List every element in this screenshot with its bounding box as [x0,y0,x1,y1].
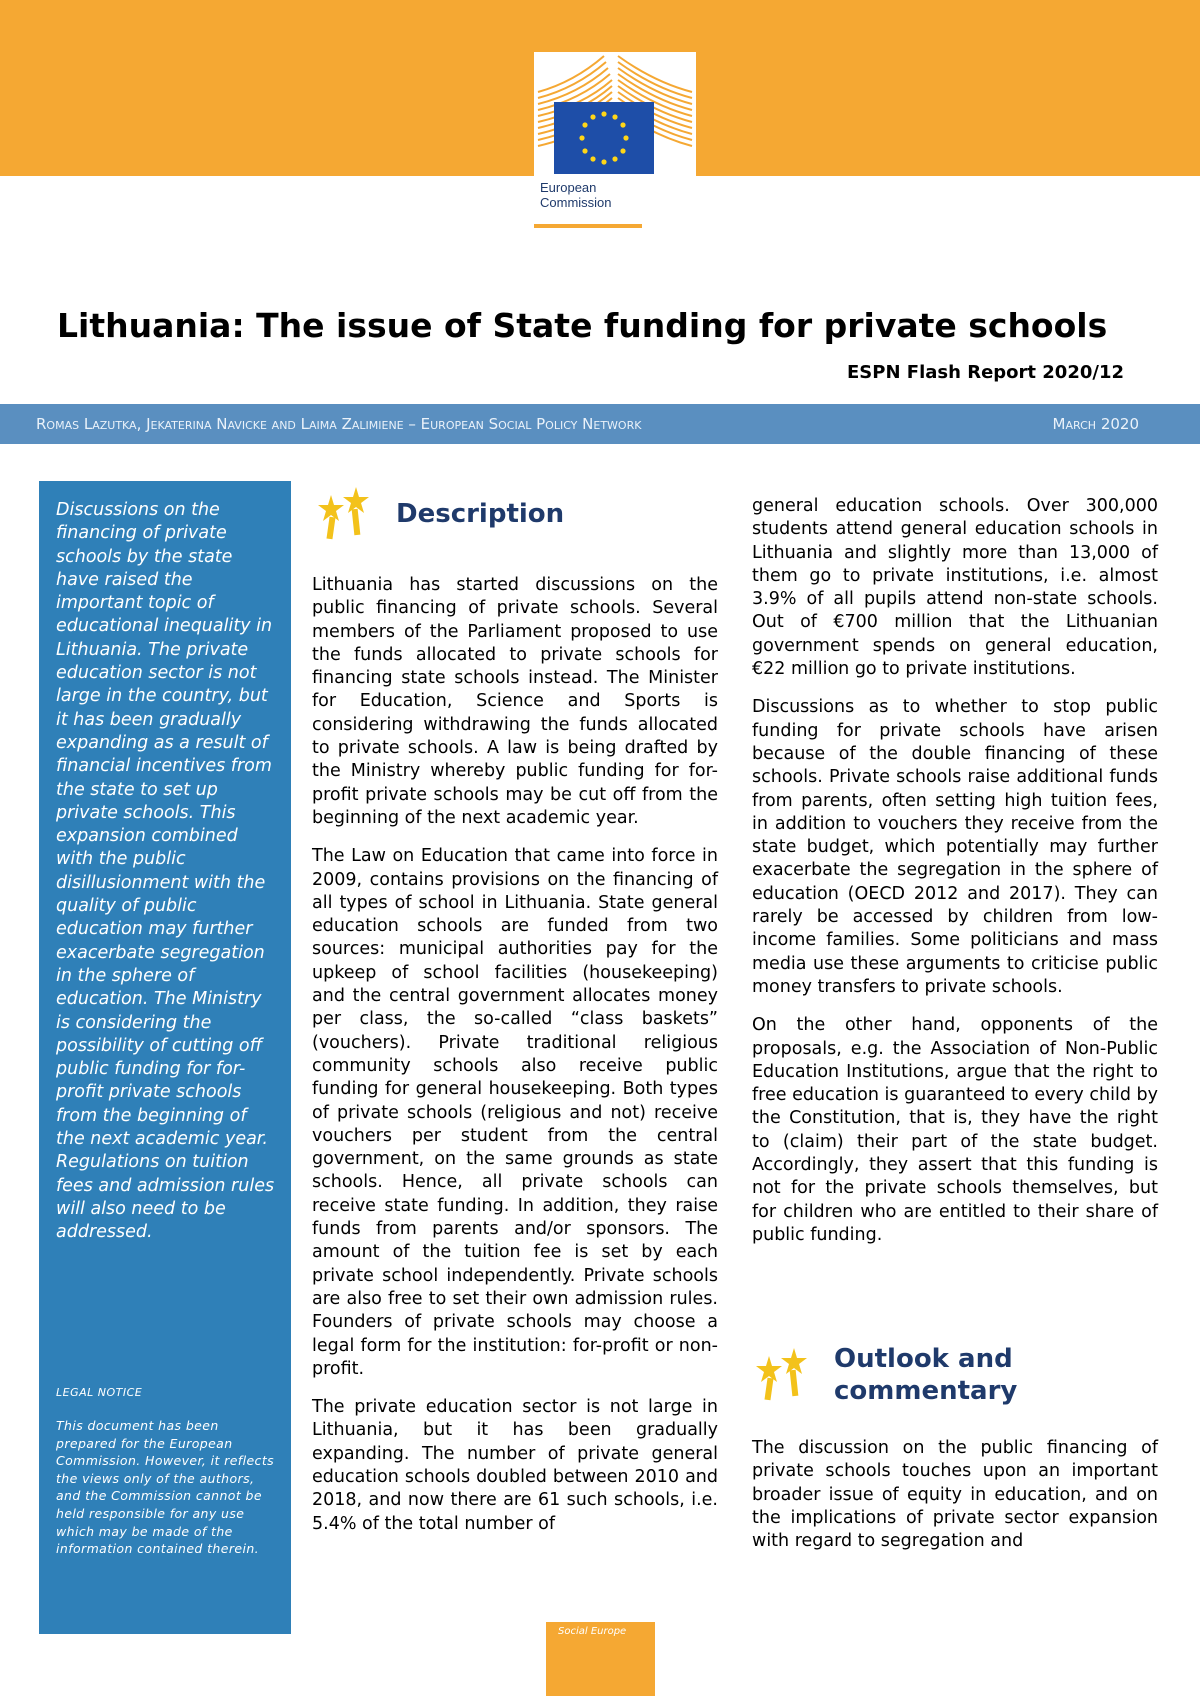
outlook-title: Outlook and commentary [834,1344,1018,1406]
authors: Romas Lazutka, Jekaterina Navicke and Laima Zalimiene – European Social Policy Network [36,415,642,433]
logo-text [540,180,612,210]
report-date: March 2020 [1052,415,1139,433]
legal-notice-body: This document has been prepared for the European Commission. However, it reflects the views only of the authors, and the Commission cannot be held responsible for any use which may be made of the information contained therein. [56,1418,275,1557]
legal-notice-title: LEGAL NOTICE [56,1386,143,1399]
outlook-heading [752,1343,1034,1407]
paragraph: Discussions as to whether to stop public funding for private schools have arisen because of the double financing of these schools. Private schools raise additional funds from parents, often setting high tuition fees, in addition to vouchers they receive from the state budget, which potentially may further exacerbate the segregation in the sphere of education (OECD 2012 and 2017). They can rarely be accessed by children from low-income families. Some politicians and mass media use these arguments to criticise public money transfers to private schools. [752,697,1158,997]
paragraph: The Law on Education that came into force in 2009, contains provisions on the financing of all types of school in Lithuania. State general education schools are funded from two sources: municipal authorities pay for the upkeep of school facilities (housekeeping) and the central government allocates money per class, the so-called “class baskets” (vouchers). Private traditional religious community schools also receive public funding for general housekeeping. Both types of private schools (religious and not) receive vouchers per student from the central government, on the same grounds as state schools. Hence, all private schools can receive state funding. In addition, they raise funds from parents and/or sponsors. The amount of the tuition fee is set by each private school independently. Private schools are also free to set their own admission rules. Founders of private schools may choose a legal form for the institution: for-profit or non-profit. [312,846,718,1379]
stars-figures-icon [314,483,376,545]
column-left [312,574,718,1551]
logo-line-commission: Commission [540,195,612,210]
footer-label: Social Europe [558,1626,627,1637]
logo-underline [534,224,642,228]
column-right [752,495,1158,1262]
column-right-outlook [752,1437,1158,1568]
paragraph: general education schools. Over 300,000 students attend general education schools in Lithuania and slightly more than 13,000 of them go to private institutions, i.e. almost 3.9% of all pupils attend non-state schools. Out of €700 million that the Lithuanian government spends on general education, €22 million go to private institutions. [752,496,1158,680]
stars-figures-icon [752,1344,814,1406]
paragraph: The private education sector is not large in Lithuania, but it has been gradually expanding. The number of private general education schools doubled between 2010 and 2018, and now there are 61 such schools, i.e. 5.4% of the total number of [312,1397,718,1534]
logo-line-european: European [540,180,597,195]
paragraph: The discussion on the public financing of private schools touches upon an important broader issue of equity in education, and on the implications of private sector expansion with regard to segregation and [752,1438,1158,1552]
summary-text: Discussions on the financing of private schools by the state have raised the important topic of educational inequality in Lithuania. The private education sector is not large in the country, but it has been gradually expanding as a result of financial incentives from the state to set up private schools. This expansion combined with the public disillusionment with the quality of public education may further exacerbate segregation in the sphere of education. The Ministry is considering the possibility of cutting off public funding for for-profit private schools from the beginning of the next academic year. Regulations on tuition fees and admission rules will also need to be addressed. [56,500,275,1243]
paragraph: Lithuania has started discussions on the public financing of private schools. Several members of the Parliament proposed to use the funds allocated to private schools for financing state schools instead. The Minister for Education, Science and Sports is considering withdrawing the funds allocated to private schools. A law is being drafted by the Ministry whereby public funding for for-profit private schools may be cut off from the beginning of the next academic year. [312,575,718,828]
footer-tab [546,1622,655,1696]
description-heading [314,483,564,545]
description-title: Description [396,499,565,529]
paragraph: On the other hand, opponents of the proposals, e.g. the Association of Non-Public Education Institutions, argue that the right to free education is guaranteed to every child by the Constitution, that is, they have the right to (claim) their part of the state budget. Accordingly, they assert that this funding is not for the private schools themselves, but for children who are entitled to their share of public funding. [752,1015,1158,1245]
report-number: ESPN Flash Report 2020/12 [847,362,1124,383]
european-commission-logo [480,52,740,230]
author-bar [0,404,1200,444]
summary-sidebar [39,481,291,1634]
page-title: Lithuania: The issue of State funding for private schools [57,306,1108,345]
